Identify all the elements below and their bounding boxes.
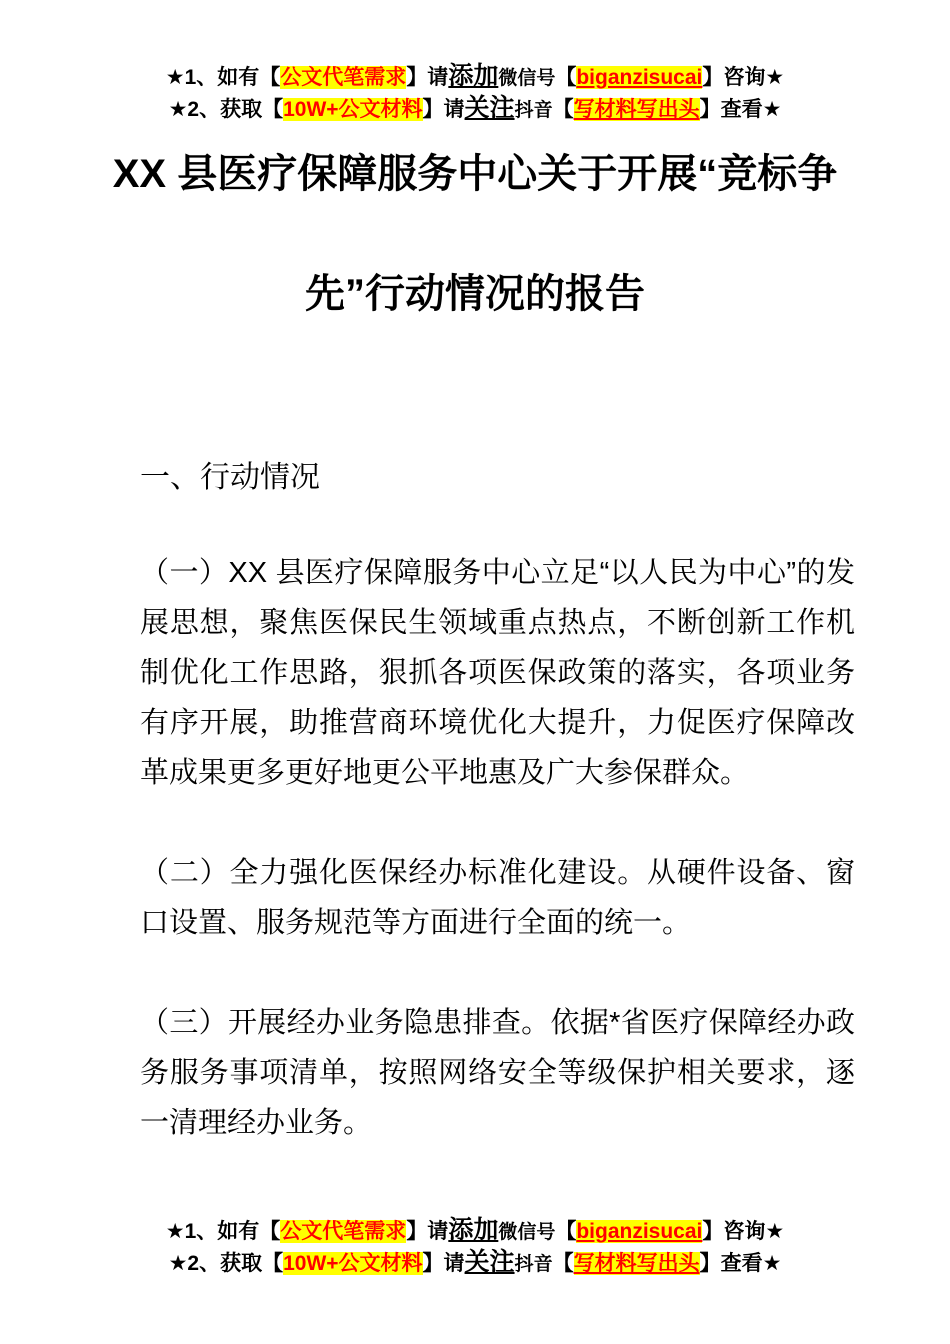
body-paragraph: （三）开展经办业务隐患排查。依据*省医疗保障经办政务服务事项清单，按照网络安全等级保护相关要求，逐一清理经办业务。	[140, 1007, 855, 1139]
title-line-2: 先”行动情况的报告	[305, 272, 645, 316]
promo-segment-hlred: 公文代笔需求	[280, 66, 407, 89]
header-promo-line-1	[0, 60, 950, 92]
promo-segment-hlredu: biganzisucai	[576, 1220, 703, 1243]
body-paragraph: （二）全力强化医保经办标准化建设。从硬件设备、窗口设置、服务规范等方面进行全面的统一。	[140, 857, 855, 939]
promo-segment-small: 微信号	[498, 1222, 556, 1243]
header-promo-line-2	[0, 92, 950, 124]
promo-segment-plain: 】请	[422, 1252, 465, 1275]
promo-segment-bigu: 添加	[448, 1216, 499, 1244]
promo-segment-hlredu: 写材料写出头	[573, 98, 700, 121]
promo-segment-small: 抖音	[514, 100, 553, 121]
promo-segment-hlred: 10W+公文材料	[283, 1252, 423, 1275]
footer-promo-line-1	[0, 1214, 950, 1246]
promo-segment-plain: ★2、获取【	[168, 1252, 284, 1275]
promo-segment-bigu: 关注	[464, 1248, 515, 1276]
promo-segment-plain: 【	[555, 66, 577, 89]
document-title	[0, 150, 950, 318]
promo-segment-plain: ★2、获取【	[168, 98, 284, 121]
promo-segment-plain: ★1、如有【	[165, 66, 281, 89]
promo-segment-plain: ★1、如有【	[165, 1220, 281, 1243]
promo-segment-plain: 【	[555, 1220, 577, 1243]
document-body	[140, 453, 855, 1148]
promo-segment-plain: 】查看★	[699, 98, 782, 121]
promo-segment-plain: 】咨询★	[702, 66, 785, 89]
paragraph-list	[140, 548, 855, 1148]
header-promo	[0, 0, 950, 124]
promo-segment-small: 抖音	[514, 1254, 553, 1275]
promo-segment-small: 微信号	[498, 68, 556, 89]
promo-segment-hlredu: 写材料写出头	[573, 1252, 700, 1275]
promo-segment-plain: 【	[552, 98, 574, 121]
body-paragraph: （一）XX 县医疗保障服务中心立足“以人民为中心”的发展思想，聚焦医保民生领域重点热点，不断创新工作机制优化工作思路，狠抓各项医保政策的落实，各项业务有序开展，助推营商环境优化大提升，力促医疗保障改革成果更多更好地更公平地惠及广大参保群众。	[140, 557, 855, 789]
promo-segment-plain: 】请	[406, 66, 449, 89]
promo-segment-hlredu: biganzisucai	[576, 66, 703, 89]
footer-promo	[0, 1214, 950, 1278]
promo-segment-plain: 】请	[406, 1220, 449, 1243]
footer-promo-line-2	[0, 1246, 950, 1278]
promo-segment-bigu: 关注	[464, 94, 515, 122]
promo-segment-hlred: 公文代笔需求	[280, 1220, 407, 1243]
promo-segment-plain: 】请	[422, 98, 465, 121]
promo-segment-plain: 【	[552, 1252, 574, 1275]
title-line-1: XX 县医疗保障服务中心关于开展“竞标争	[112, 152, 838, 196]
promo-segment-hlred: 10W+公文材料	[283, 98, 423, 121]
promo-segment-plain: 】咨询★	[702, 1220, 785, 1243]
section-heading: 一、行动情况	[140, 461, 320, 494]
promo-segment-plain: 】查看★	[699, 1252, 782, 1275]
promo-segment-bigu: 添加	[448, 62, 499, 90]
